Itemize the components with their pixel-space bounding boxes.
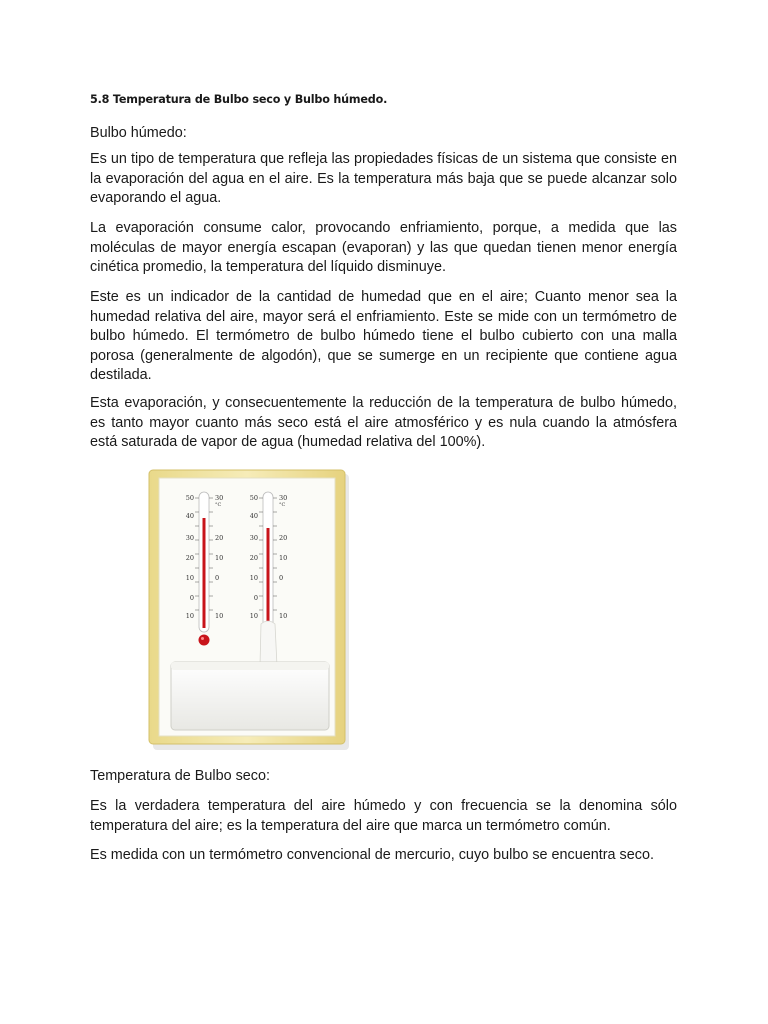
right-scale-label: 50: [249, 494, 258, 502]
right-f-scale-label: 0: [279, 574, 284, 582]
right-f-scale-label: 20: [279, 534, 288, 542]
unit-label: °C: [279, 502, 286, 508]
wet-bulb-paragraph-2: La evaporación consume calor, provocando enfriamiento, porque, a medida que las moléculas de mayor energía escapan (evaporan) y las que quedan tienen menor energía cinética promedio, la temperatura del líquido disminuye.: [90, 220, 677, 276]
right-scale-label: 10: [249, 612, 258, 620]
right-scale-label: 10: [249, 574, 258, 582]
dry-bulb-label: Temperatura de Bulbo seco:: [90, 768, 270, 784]
wet-bulb-paragraph-3: Este es un indicador de la cantidad de humedad que en el aire; Cuanto menor sea la humedad relativa del aire, mayor será el enfriamiento. Este se mide con un termómetro de bulbo húmedo. El termómetro de bulbo húmedo tiene el bulbo cubierto con una malla porosa (generalmente de algodón), que se sumerge en un recipiente que contiene agua destilada.: [90, 289, 677, 384]
left-f-scale-label: 0: [215, 574, 220, 582]
wet-bulb-paragraph-1: Es un tipo de temperatura que refleja las propiedades físicas de un sistema que consiste en la evaporación del agua en el aire. Es la temperatura más baja que se puede alcanzar solo evaporando el agua.: [90, 151, 677, 207]
right-scale-label: 40: [249, 512, 258, 520]
left-f-scale-label: 10: [215, 554, 224, 562]
right-f-scale-label: 10: [279, 612, 288, 620]
left-f-scale-label: 20: [215, 534, 224, 542]
dry-bulb-paragraph-1: Es la verdadera temperatura del aire húmedo y con frecuencia se la denomina sólo temperatura del aire; es la temperatura del aire que marca un termómetro común.: [90, 798, 677, 834]
psychrometer-image: [147, 468, 353, 752]
right-scale-label: 0: [253, 594, 258, 602]
left-scale-label: 10: [185, 574, 194, 582]
left-scale-label: 50: [185, 494, 194, 502]
water-reservoir: [171, 662, 329, 730]
dry-bulb-paragraph-2: Es medida con un termómetro convencional de mercurio, cuyo bulbo se encuentra seco.: [90, 847, 654, 863]
left-scale-label: 0: [189, 594, 194, 602]
psychrometer-illustration: [147, 468, 353, 752]
right-f-scale-label: 30: [279, 494, 288, 502]
left-scale-label: 30: [185, 534, 194, 542]
left-f-scale-label: 30: [215, 494, 224, 502]
left-f-scale-label: 10: [215, 612, 224, 620]
left-scale-label: 40: [185, 512, 194, 520]
left-scale-label: 20: [185, 554, 194, 562]
unit-label: °C: [215, 502, 222, 508]
right-f-scale-label: 10: [279, 554, 288, 562]
wet-bulb-label: Bulbo húmedo:: [90, 125, 187, 141]
right-scale-label: 30: [249, 534, 258, 542]
left-scale-label: 10: [185, 612, 194, 620]
right-scale-label: 20: [249, 554, 258, 562]
section-heading: 5.8 Temperatura de Bulbo seco y Bulbo húmedo.: [90, 93, 388, 106]
wet-bulb-paragraph-4: Esta evaporación, y consecuentemente la reducción de la temperatura de bulbo húmedo, es tanto mayor cuanto más seco está el aire atmosférico y es nula cuando la atmósfera está saturada de vapor de agua (humedad relativa del 100%).: [90, 395, 677, 451]
